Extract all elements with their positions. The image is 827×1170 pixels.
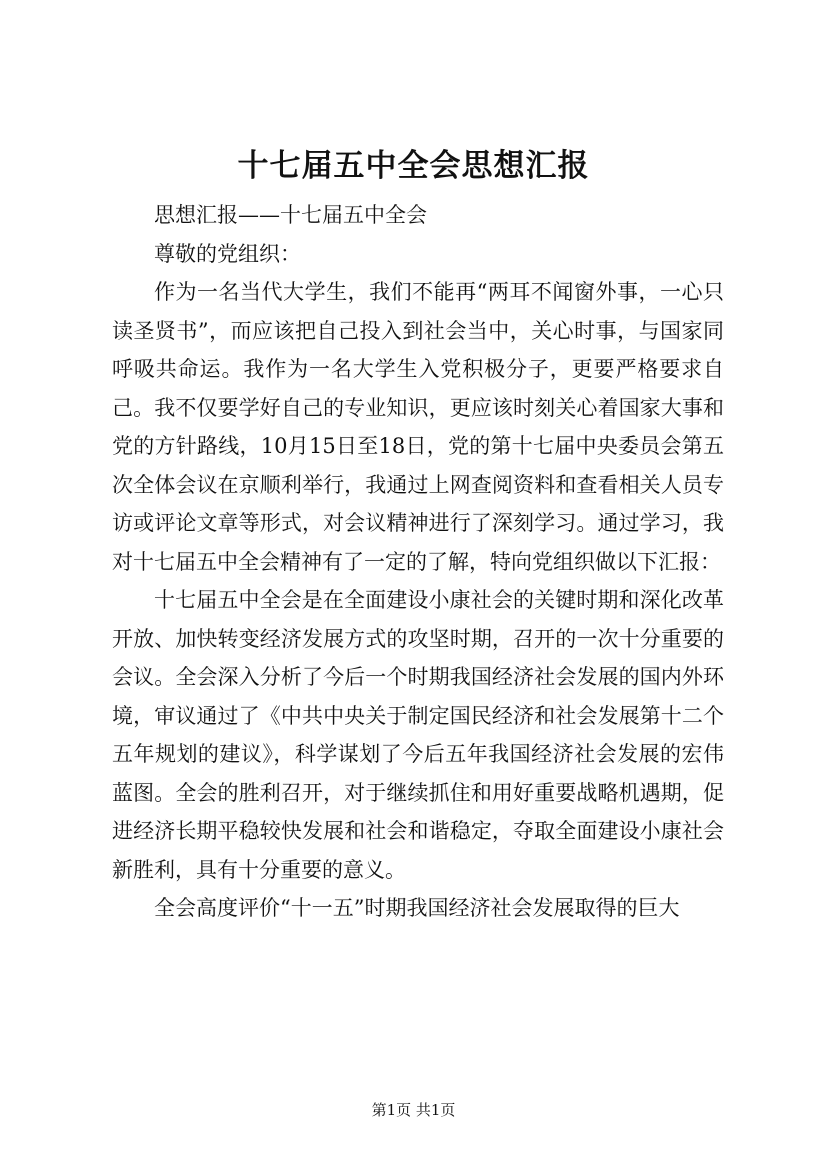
document-title: 十七届五中全会思想汇报 — [237, 148, 590, 184]
subtitle-paragraph: 思想汇报——十七届五中全会 — [154, 203, 427, 227]
salutation-paragraph: 尊敬的党组织： — [154, 241, 301, 266]
body-paragraph: 十七届五中全会是在全面建设小康社会的关键时期和深化改革开放、加快转变经济发展方式的攻坚时期，召开的一次十分重要的会议。全会深入分析了今后一个时期我国经济社会发展的国内外环境，审议通过了《中共中央关于制定国民经济和社会发展第十二个五年规划的建议》，科学谋划了今后五年我国经济社会发展的宏伟蓝图。全会的胜利召开，对于继续抓住和用好重要战略机遇期，促进经济长期平稳较快发展和社会和谐稳定，夺取全面建设小康社会新胜利，具有十分重要的意义。 — [112, 588, 724, 882]
body-paragraph: 全会高度评价“十一五”时期我国经济社会发展取得的巨大 — [154, 896, 680, 920]
document-body — [112, 196, 724, 928]
body-paragraph: 作为一名当代大学生，我们不能再“两耳不闻窗外事，一心只读圣贤书”，而应该把自己投入到社会当中，关心时事，与国家同呼吸共命运。我作为一名大学生入党积极分子，更要严格要求自己。我不仅要学好自己的专业知识，更应该时刻关心着国家大事和党的方针路线，10月15日至18日，党的第十七届中央委员会第五次全体会议在京顺利举行，我通过上网查阅资料和查看相关人员专访或评论文章等形式，对会议精神进行了深刻学习。通过学习，我对十七届五中全会精神有了一定的了解，特向党组织做以下汇报： — [112, 280, 724, 574]
page-footer: 第1页 共1页 — [371, 1101, 456, 1119]
